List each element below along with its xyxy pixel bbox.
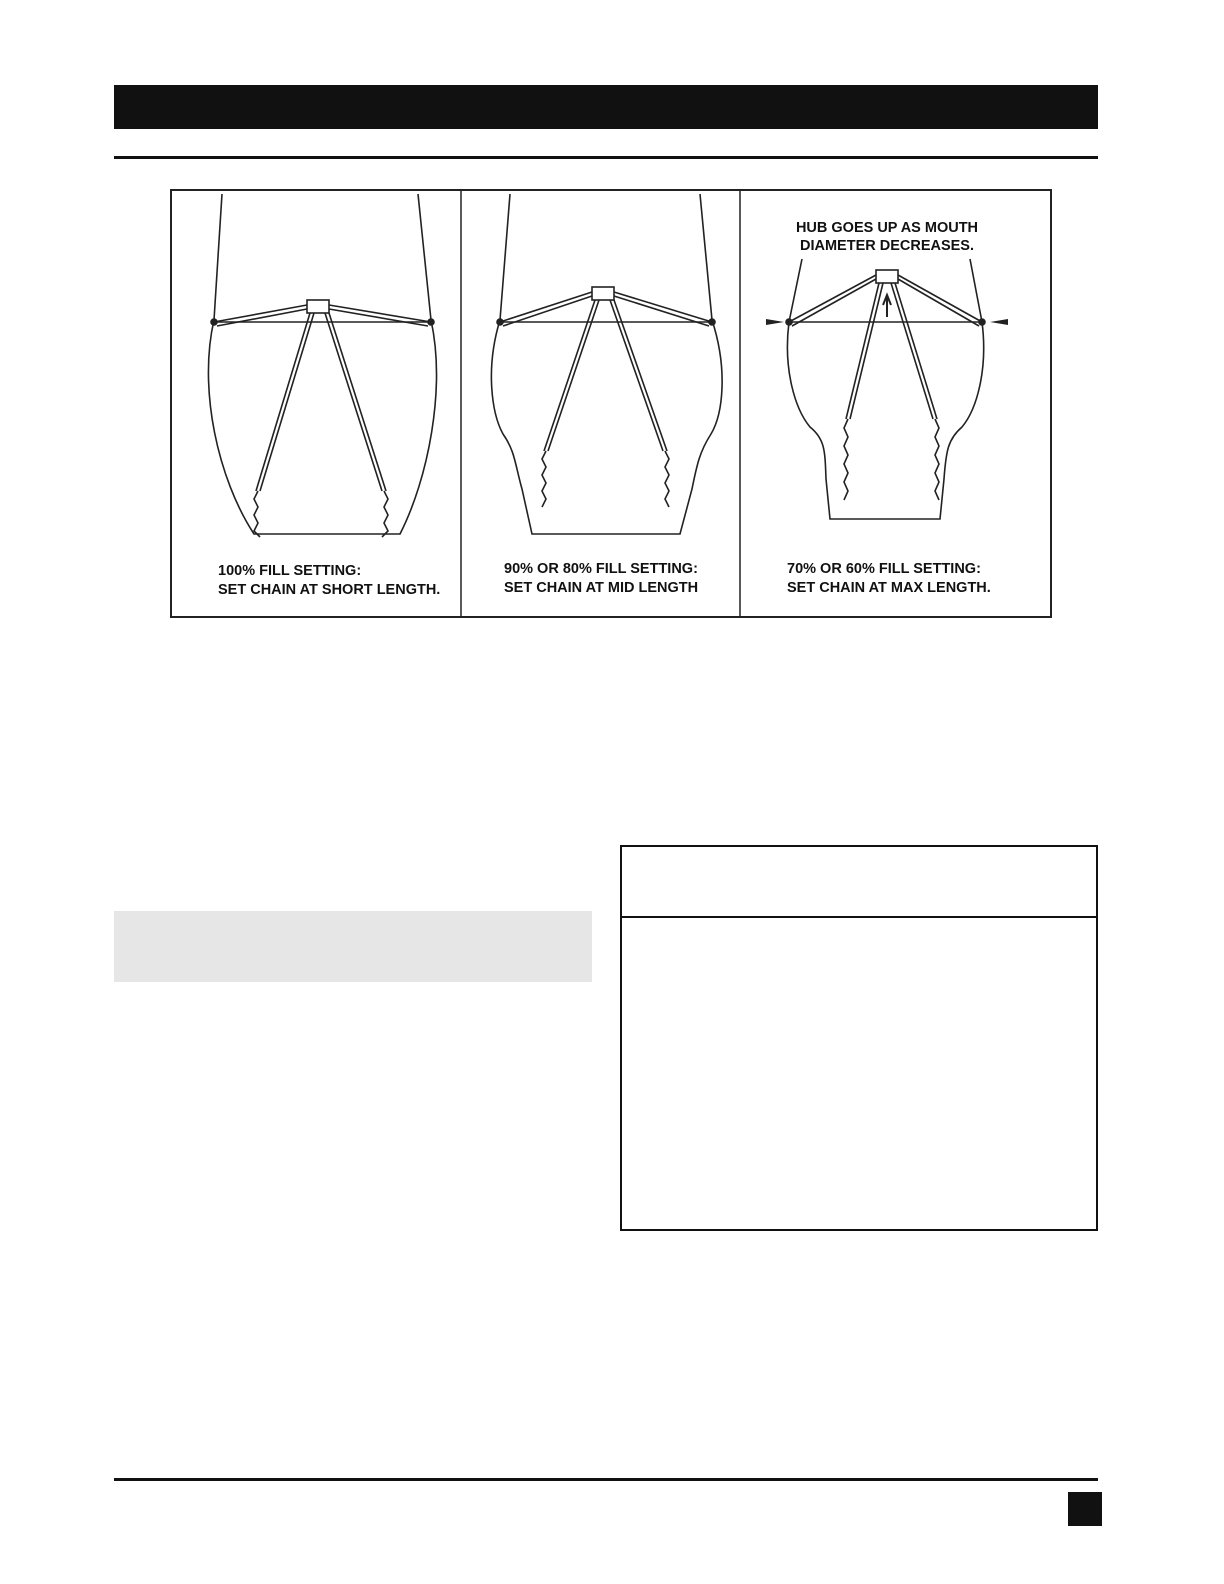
hub-callout-line-1: HUB GOES UP AS MOUTH [795,220,979,236]
note-box [620,845,1098,1231]
header-bar [114,85,1098,129]
page-number-tab [1068,1492,1102,1526]
panel-2-caption-line-2: SET CHAIN AT MID LENGTH [504,580,699,596]
panel-3-caption-line-2: SET CHAIN AT MAX LENGTH. [787,580,991,596]
panel-2-caption-line-1: 90% OR 80% FILL SETTING: [504,561,698,577]
panel-1-caption-line-1: 100% FILL SETTING: [218,563,362,579]
hub-callout-line-2: DIAMETER DECREASES. [799,238,975,254]
hub [876,270,898,283]
header-rule [114,156,1098,159]
hub [592,287,614,300]
hub [307,300,329,313]
footer-rule [114,1478,1098,1481]
shaded-section-header [114,911,592,982]
fill-setting-figure [170,189,1052,618]
panel-3-caption-line-1: 70% OR 60% FILL SETTING: [787,561,981,577]
note-box-divider [622,916,1096,918]
panel-1-caption-line-2: SET CHAIN AT SHORT LENGTH. [218,582,441,598]
figure-border [171,190,1051,617]
